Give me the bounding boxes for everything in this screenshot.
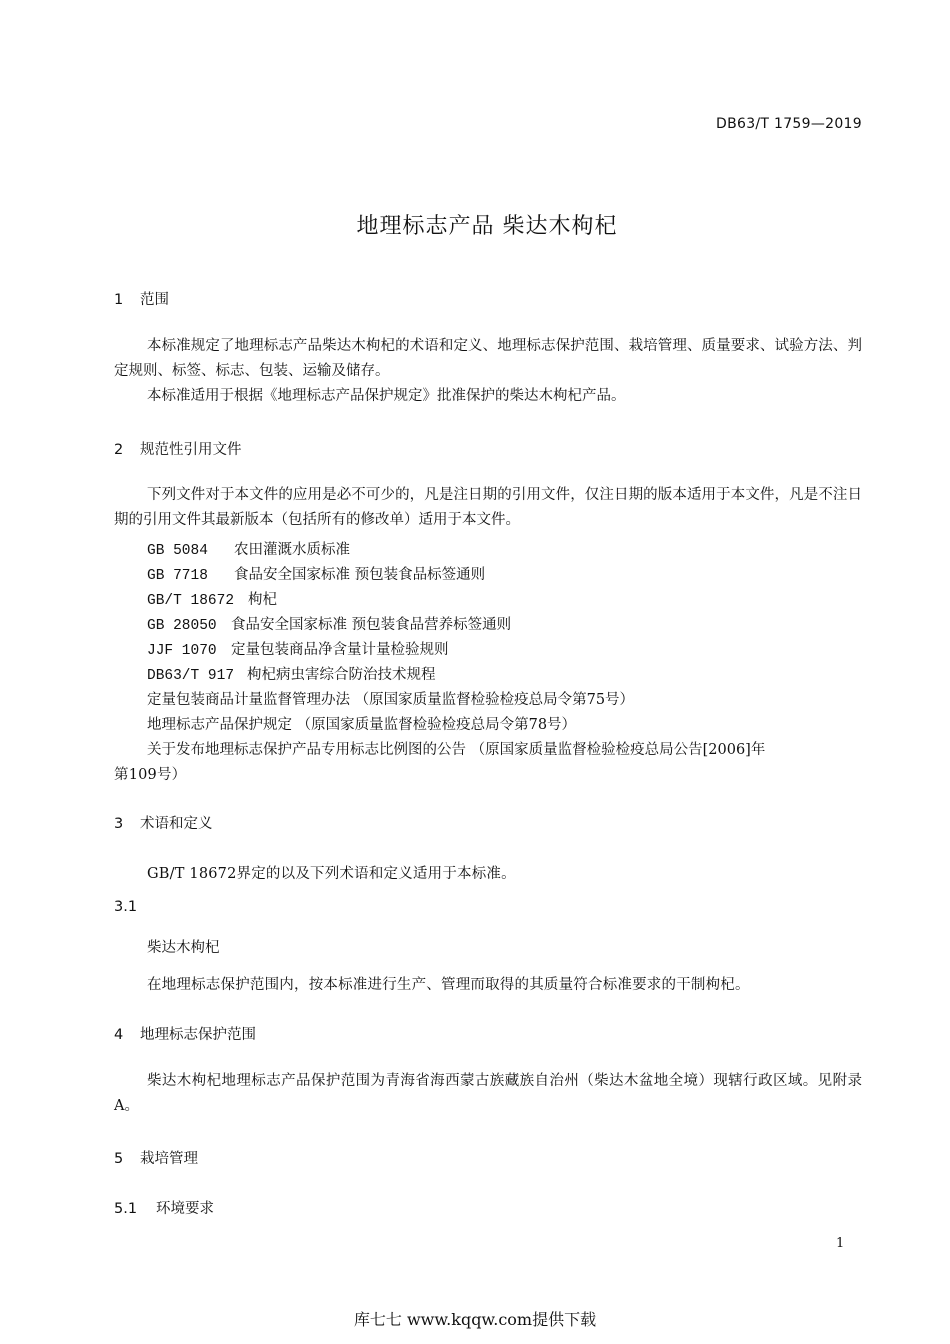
subsection-number: 3.1 <box>114 899 138 915</box>
reference-code: GB 5084 <box>147 543 208 559</box>
reference-item <box>147 588 277 609</box>
paragraph: 本标准适用于根据《地理标志产品保护规定》批准保护的柴达木枸杞产品。 <box>147 388 626 404</box>
reference-code: JJF 1070 <box>147 643 217 659</box>
section-4-body <box>114 1069 862 1119</box>
section-5-heading <box>114 1147 198 1168</box>
paragraph: 下列文件对于本文件的应用是必不可少的，凡是注日期的引用文件，仅注日期的版本适用于本文件，凡是不注日期的引用文件其最新版本（包括所有的修改单）适用于本文件。 <box>114 487 862 528</box>
reference-item <box>147 638 449 659</box>
section-number: 3 <box>114 816 124 832</box>
reference-item <box>147 613 511 634</box>
reference-name: 枸杞 <box>248 592 277 608</box>
section-number: 1 <box>114 292 124 308</box>
section-number: 5 <box>114 1151 124 1167</box>
reference-code: GB/T 18672 <box>147 593 235 609</box>
page-title: 地理标志产品 柴达木枸杞 <box>356 214 618 239</box>
reference-name: 食品安全国家标准 预包装食品营养标签通则 <box>231 617 512 633</box>
section-number: 4 <box>114 1027 124 1043</box>
paragraph: 本标准规定了地理标志产品柴达木枸杞的术语和定义、地理标志保护范围、栽培管理、质量要求、试验方法、判定规则、标签、标志、包装、运输及储存。 <box>114 338 862 379</box>
reference-code: DB63/T 917 <box>147 668 235 684</box>
section-3-intro: GB/T 18672界定的以及下列术语和定义适用于本标准。 <box>147 866 516 882</box>
section-2-intro <box>114 483 862 533</box>
section-title: 地理标志保护范围 <box>140 1027 256 1043</box>
reference-item <box>147 538 350 559</box>
reference-name: 农田灌溉水质标准 <box>234 542 350 558</box>
reference-name: 定量包装商品净含量计量检验规则 <box>231 642 449 658</box>
section-1-heading <box>114 288 169 309</box>
download-footer: 库七七 www.kqqw.com提供下载 <box>353 1310 597 1329</box>
document-code: DB63/T 1759—2019 <box>716 116 862 132</box>
section-number: 2 <box>114 442 124 458</box>
reference-code: GB 7718 <box>147 568 208 584</box>
page-number: 1 <box>836 1236 845 1251</box>
section-1-body <box>114 334 862 409</box>
subsection-title: 环境要求 <box>156 1201 214 1217</box>
section-title: 栽培管理 <box>140 1151 198 1167</box>
paragraph: 柴达木枸杞地理标志产品保护范围为青海省海西蒙古族藏族自治州（柴达木盆地全境）现辖行政区域。见附录A。 <box>114 1073 862 1114</box>
regulation-item: 地理标志产品保护规定 （原国家质量监督检验检疫总局令第78号） <box>147 717 577 733</box>
subsection-5-1-heading <box>114 1197 214 1218</box>
regulation-item: 定量包装商品计量监督管理办法 （原国家质量监督检验检疫总局令第75号） <box>147 692 635 708</box>
term-name: 柴达木枸杞 <box>147 940 220 956</box>
notice-item-continuation: 第109号） <box>114 767 187 783</box>
section-2-heading <box>114 438 242 459</box>
reference-name: 食品安全国家标准 预包装食品标签通则 <box>234 567 486 583</box>
reference-item <box>147 663 436 684</box>
reference-code: GB 28050 <box>147 618 217 634</box>
reference-name: 枸杞病虫害综合防治技术规程 <box>247 667 436 683</box>
section-4-heading <box>114 1023 256 1044</box>
notice-item: 关于发布地理标志保护产品专用标志比例图的公告 （原国家质量监督检验检疫总局公告[2006]年 <box>147 742 766 758</box>
section-3-heading <box>114 812 213 833</box>
subsection-number: 5.1 <box>114 1201 138 1217</box>
section-title: 术语和定义 <box>140 816 213 832</box>
reference-item <box>147 563 485 584</box>
section-title: 规范性引用文件 <box>140 442 242 458</box>
term-definition: 在地理标志保护范围内，按本标准进行生产、管理而取得的其质量符合标准要求的干制枸杞。 <box>147 977 750 993</box>
section-title: 范围 <box>140 292 169 308</box>
